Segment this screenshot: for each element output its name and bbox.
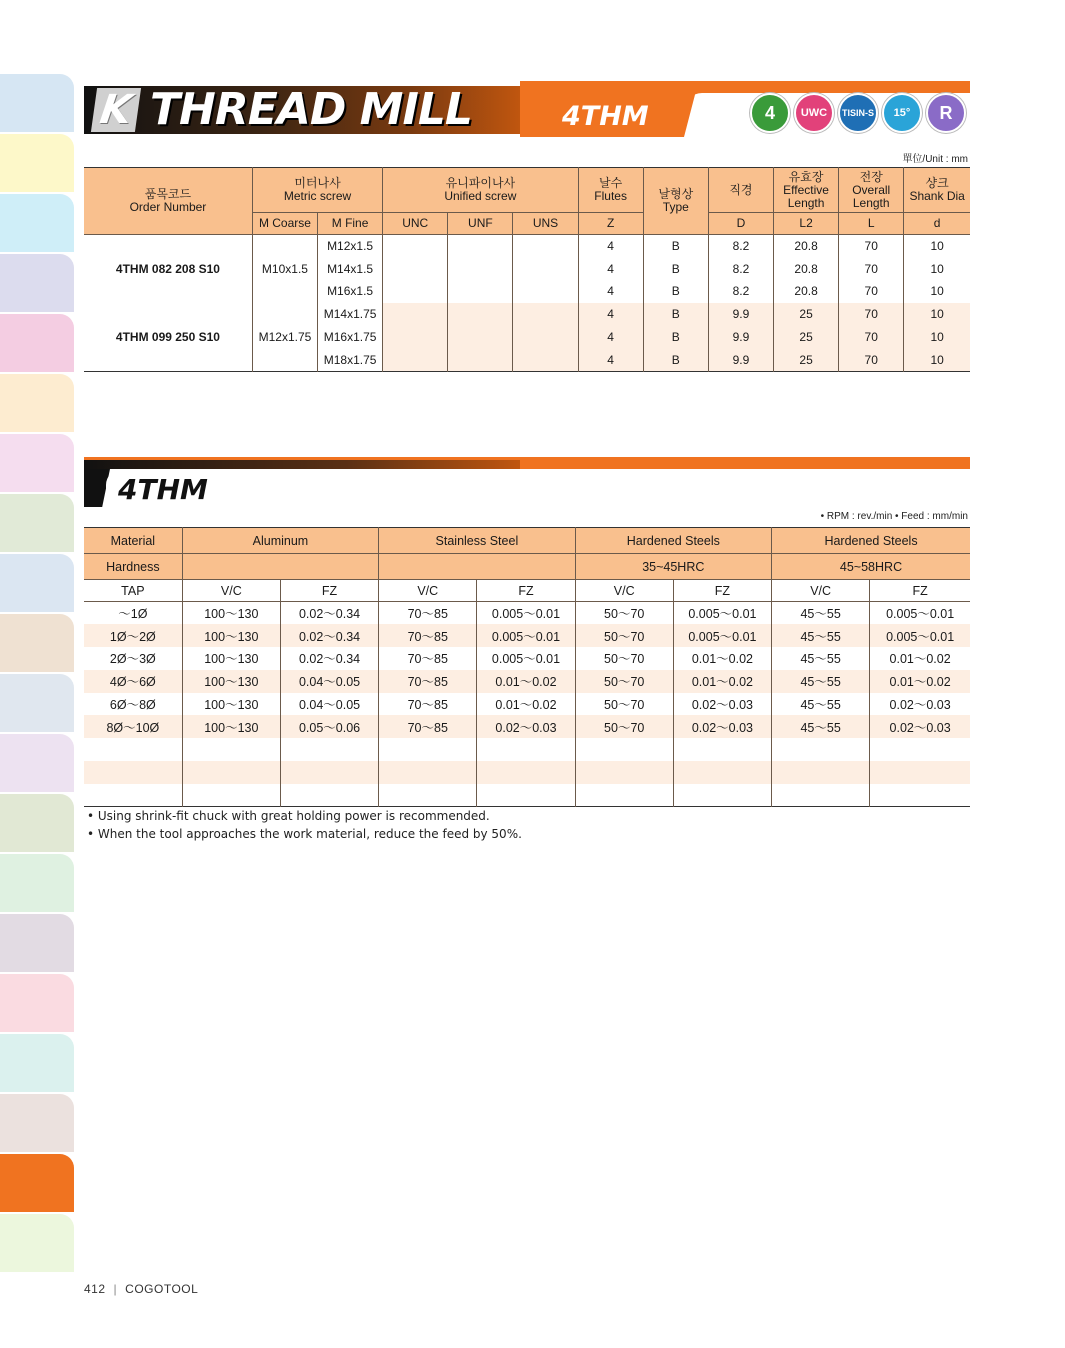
type-value: B bbox=[643, 348, 708, 371]
type-value: B bbox=[643, 280, 708, 303]
notes bbox=[87, 807, 522, 843]
uns-value bbox=[513, 326, 578, 349]
vc-aluminum: 100～130 bbox=[182, 647, 280, 670]
side-tab[interactable] bbox=[0, 374, 74, 432]
side-tab[interactable] bbox=[0, 314, 74, 372]
flutes-value: 4 bbox=[578, 348, 643, 371]
vc-stainless bbox=[379, 738, 477, 761]
order-number: 4THM 099 250 S10 bbox=[84, 303, 252, 371]
diameter-header bbox=[708, 168, 773, 213]
side-tab[interactable] bbox=[0, 854, 74, 912]
side-tab[interactable] bbox=[0, 674, 74, 732]
vc-stainless: 70～85 bbox=[379, 647, 477, 670]
fz-hardened-1: 0.005～0.01 bbox=[673, 602, 771, 625]
vc-hardened-2 bbox=[772, 738, 870, 761]
material-hardened-2: Hardened Steels bbox=[772, 528, 970, 554]
header-ko: 유효장 bbox=[788, 169, 824, 184]
header-en: Overall bbox=[852, 182, 891, 197]
side-tab[interactable] bbox=[0, 734, 74, 792]
side-tab[interactable] bbox=[0, 974, 74, 1032]
flutes-value: 4 bbox=[578, 235, 643, 258]
uns-value bbox=[513, 257, 578, 280]
header-ko: 전장 bbox=[859, 169, 883, 184]
m-fine-value: M16x1.5 bbox=[318, 280, 383, 303]
effective-length-value: 20.8 bbox=[774, 235, 839, 258]
fz-hardened-2: 0.01～0.02 bbox=[870, 670, 970, 693]
header-ko: 샹크 bbox=[925, 176, 949, 190]
side-tab[interactable] bbox=[0, 1034, 74, 1092]
fz-hardened-1 bbox=[673, 784, 771, 807]
type-value: B bbox=[643, 326, 708, 349]
shank-dia-value: 10 bbox=[904, 326, 970, 349]
unf-value bbox=[448, 280, 513, 303]
k-logo-badge: K bbox=[91, 88, 141, 132]
side-tab[interactable] bbox=[0, 914, 74, 972]
uwc-icon: UWC bbox=[794, 93, 834, 133]
m-fine-value: M14x1.75 bbox=[318, 303, 383, 326]
fz-stainless: 0.005～0.01 bbox=[477, 602, 575, 625]
cutting-conditions-table bbox=[84, 527, 970, 807]
shank-dia-value: 10 bbox=[904, 280, 970, 303]
side-tab[interactable] bbox=[0, 554, 74, 612]
type-value: B bbox=[643, 257, 708, 280]
vc-hardened-1: 50～70 bbox=[575, 647, 673, 670]
fz-hardened-2 bbox=[870, 784, 970, 807]
effective-length-value: 25 bbox=[774, 303, 839, 326]
vc-header: V/C bbox=[182, 580, 280, 602]
unf-value bbox=[448, 235, 513, 258]
fz-stainless bbox=[477, 784, 575, 807]
section-dark-bar bbox=[84, 460, 520, 469]
vc-stainless: 70～85 bbox=[379, 624, 477, 647]
material-stainless: Stainless Steel bbox=[379, 528, 575, 554]
fz-hardened-1 bbox=[673, 761, 771, 784]
vc-stainless: 70～85 bbox=[379, 715, 477, 738]
vc-hardened-1 bbox=[575, 761, 673, 784]
section-title: 4THM bbox=[118, 473, 208, 506]
fz-aluminum: 0.05～0.06 bbox=[280, 715, 378, 738]
title-banner bbox=[84, 81, 970, 137]
fz-stainless: 0.005～0.01 bbox=[477, 647, 575, 670]
side-tab[interactable] bbox=[0, 434, 74, 492]
overall-length-value: 70 bbox=[839, 280, 904, 303]
unc-value bbox=[383, 303, 448, 326]
r-rotation-icon: R bbox=[926, 93, 966, 133]
type-value: B bbox=[643, 235, 708, 258]
type-header bbox=[643, 168, 708, 235]
note-line: • Using shrink-fit chuck with great holding power is recommended. bbox=[87, 809, 490, 823]
vc-stainless bbox=[379, 761, 477, 784]
header-ko: 날형상 bbox=[658, 187, 694, 201]
table-row bbox=[84, 235, 970, 258]
side-tab[interactable] bbox=[0, 254, 74, 312]
tap-size: ～1Ø bbox=[118, 607, 148, 622]
side-tab[interactable] bbox=[0, 614, 74, 672]
diameter-value: 9.9 bbox=[708, 326, 773, 349]
header-ko: 날수 bbox=[599, 176, 623, 190]
tap-size: 2Ø～3Ø bbox=[109, 652, 156, 667]
note-line: • When the tool approaches the work material, reduce the feed by 50%. bbox=[87, 827, 522, 841]
flutes-value: 4 bbox=[578, 303, 643, 326]
header-ko: 직경 bbox=[729, 182, 753, 197]
header-en: Length bbox=[852, 195, 890, 210]
fz-hardened-2 bbox=[870, 761, 970, 784]
table-row bbox=[84, 693, 970, 716]
table-row bbox=[84, 784, 970, 807]
flutes-4-icon: 4 bbox=[750, 93, 790, 133]
vc-aluminum: 100～130 bbox=[182, 715, 280, 738]
vc-aluminum: 100～130 bbox=[182, 624, 280, 647]
fz-aluminum bbox=[280, 784, 378, 807]
vc-hardened-2: 45～55 bbox=[772, 624, 870, 647]
header-en: Order Number bbox=[129, 200, 207, 214]
footer-separator: | bbox=[113, 1282, 118, 1296]
vc-header: V/C bbox=[379, 580, 477, 602]
shank-dia-value: 10 bbox=[904, 348, 970, 371]
side-tab-strip bbox=[0, 74, 74, 1274]
model-name: 4THM bbox=[562, 101, 649, 132]
hardness-hardened-2: 45~58HRC bbox=[772, 554, 970, 580]
table-row bbox=[84, 738, 970, 761]
product-table bbox=[84, 167, 970, 372]
hardness-hardened-1: 35~45HRC bbox=[575, 554, 771, 580]
order-number-header bbox=[84, 168, 252, 235]
unc-value bbox=[383, 235, 448, 258]
flutes-header bbox=[578, 168, 643, 213]
vc-hardened-2 bbox=[772, 761, 870, 784]
brand-name: COGOTOOL bbox=[125, 1282, 199, 1296]
overall-length-value: 70 bbox=[839, 348, 904, 371]
fz-stainless: 0.02～0.03 bbox=[477, 715, 575, 738]
header-ko: 품목코드 bbox=[144, 187, 192, 201]
fz-hardened-1: 0.01～0.02 bbox=[673, 647, 771, 670]
vc-stainless: 70～85 bbox=[379, 602, 477, 625]
fz-stainless: 0.005～0.01 bbox=[477, 624, 575, 647]
vc-aluminum bbox=[182, 738, 280, 761]
table-row bbox=[84, 647, 970, 670]
fz-hardened-2: 0.005～0.01 bbox=[870, 624, 970, 647]
tap-size: 6Ø～8Ø bbox=[109, 698, 156, 713]
diameter-value: 8.2 bbox=[708, 257, 773, 280]
vc-aluminum: 100～130 bbox=[182, 670, 280, 693]
vc-hardened-2: 45～55 bbox=[772, 602, 870, 625]
uns-value bbox=[513, 303, 578, 326]
vc-aluminum: 100～130 bbox=[182, 602, 280, 625]
effective-length-value: 25 bbox=[774, 326, 839, 349]
side-tab[interactable] bbox=[0, 794, 74, 852]
tap-size: 1Ø～2Ø bbox=[84, 624, 182, 647]
overall-length-value: 70 bbox=[839, 235, 904, 258]
header-en: Metric screw bbox=[283, 189, 352, 203]
vc-header: V/C bbox=[575, 580, 673, 602]
unf-value bbox=[448, 326, 513, 349]
header-en: Length bbox=[787, 195, 825, 210]
fz-hardened-2: 0.02～0.03 bbox=[870, 715, 970, 738]
overall-length-value: 70 bbox=[839, 257, 904, 280]
tap-size: 8Ø～10Ø bbox=[84, 715, 182, 738]
side-tab[interactable] bbox=[0, 194, 74, 252]
tisin-s-coating-icon: TISIN-S bbox=[838, 93, 878, 133]
effective-length-value: 20.8 bbox=[774, 257, 839, 280]
tap-header: TAP bbox=[84, 580, 182, 602]
page-number: 412 bbox=[84, 1282, 106, 1296]
m-coarse-value: M12x1.75 bbox=[252, 303, 317, 371]
metric-screw-header bbox=[252, 168, 382, 213]
shank-d-header: d bbox=[904, 213, 970, 235]
fz-hardened-2: 0.005～0.01 bbox=[870, 602, 970, 625]
fz-aluminum bbox=[280, 738, 378, 761]
fz-header: FZ bbox=[870, 580, 970, 602]
unf-value bbox=[448, 257, 513, 280]
l2-header: L2 bbox=[774, 213, 839, 235]
material-label: Material bbox=[84, 528, 182, 554]
header-en: Unified screw bbox=[444, 189, 517, 203]
vc-stainless: 70～85 bbox=[379, 693, 477, 716]
unc-value bbox=[383, 348, 448, 371]
m-coarse-value: M10x1.5 bbox=[252, 235, 317, 303]
overall-length-value: 70 bbox=[839, 303, 904, 326]
m-coarse-header: M Coarse bbox=[252, 213, 317, 235]
m-fine-value: M12x1.5 bbox=[318, 235, 383, 258]
fz-aluminum bbox=[280, 761, 378, 784]
table-row bbox=[84, 602, 970, 625]
hardness-label: Hardness bbox=[84, 554, 182, 580]
tap-size bbox=[84, 761, 182, 784]
fz-aluminum: 0.02～0.34 bbox=[280, 647, 378, 670]
fz-header: FZ bbox=[477, 580, 575, 602]
vc-hardened-1 bbox=[575, 784, 673, 807]
vc-hardened-2: 45～55 bbox=[772, 715, 870, 738]
fz-hardened-1: 0.02～0.03 bbox=[673, 693, 771, 716]
unified-screw-header bbox=[383, 168, 578, 213]
unf-header: UNF bbox=[448, 213, 513, 235]
vc-aluminum: 100～130 bbox=[182, 693, 280, 716]
fz-header: FZ bbox=[673, 580, 771, 602]
overall-length-header bbox=[839, 168, 904, 213]
fz-hardened-1: 0.01～0.02 bbox=[673, 670, 771, 693]
diameter-value: 8.2 bbox=[708, 235, 773, 258]
rpm-feed-note: • RPM : rev./min • Feed : mm/min bbox=[820, 511, 968, 522]
section-banner bbox=[84, 457, 970, 507]
fz-stainless: 0.01～0.02 bbox=[477, 670, 575, 693]
header-en: Effective bbox=[783, 182, 829, 197]
vc-aluminum bbox=[182, 784, 280, 807]
side-tab[interactable] bbox=[0, 74, 74, 132]
effective-length-header bbox=[774, 168, 839, 213]
fz-aluminum: 0.02～0.34 bbox=[280, 602, 378, 625]
tap-size bbox=[84, 784, 182, 807]
flutes-value: 4 bbox=[578, 280, 643, 303]
unf-value bbox=[448, 303, 513, 326]
unc-value bbox=[383, 257, 448, 280]
vc-hardened-1: 50～70 bbox=[575, 602, 673, 625]
vc-aluminum bbox=[182, 761, 280, 784]
fz-aluminum: 0.02～0.34 bbox=[280, 624, 378, 647]
fz-hardened-1 bbox=[673, 738, 771, 761]
shank-dia-value: 10 bbox=[904, 257, 970, 280]
uns-value bbox=[513, 348, 578, 371]
fz-hardened-2: 0.01～0.02 bbox=[870, 647, 970, 670]
material-aluminum: Aluminum bbox=[182, 528, 378, 554]
vc-hardened-2 bbox=[772, 784, 870, 807]
vc-hardened-2: 45～55 bbox=[772, 647, 870, 670]
vc-hardened-1: 50～70 bbox=[575, 715, 673, 738]
side-tab[interactable] bbox=[0, 1154, 74, 1212]
side-tab[interactable] bbox=[0, 1094, 74, 1152]
vc-hardened-2: 45～55 bbox=[772, 670, 870, 693]
vc-stainless bbox=[379, 784, 477, 807]
uns-value bbox=[513, 235, 578, 258]
flutes-value: 4 bbox=[578, 257, 643, 280]
fz-hardened-1: 0.02～0.03 bbox=[673, 715, 771, 738]
header-en: Type bbox=[662, 200, 689, 214]
diameter-value: 8.2 bbox=[708, 280, 773, 303]
helix-15-icon: 15° bbox=[882, 93, 922, 133]
effective-length-value: 20.8 bbox=[774, 280, 839, 303]
shank-dia-header bbox=[904, 168, 970, 213]
vc-hardened-1 bbox=[575, 738, 673, 761]
hardness-stainless bbox=[379, 554, 575, 580]
vc-hardened-1: 50～70 bbox=[575, 624, 673, 647]
uns-value bbox=[513, 280, 578, 303]
fz-stainless bbox=[477, 738, 575, 761]
flutes-value: 4 bbox=[578, 326, 643, 349]
vc-hardened-1: 50～70 bbox=[575, 693, 673, 716]
fz-hardened-2 bbox=[870, 738, 970, 761]
z-header: Z bbox=[578, 213, 643, 235]
table-row bbox=[84, 761, 970, 784]
fz-aluminum: 0.04～0.05 bbox=[280, 670, 378, 693]
table-row bbox=[84, 715, 970, 738]
unf-value bbox=[448, 348, 513, 371]
m-fine-value: M14x1.5 bbox=[318, 257, 383, 280]
feature-icons bbox=[750, 93, 966, 133]
unc-value bbox=[383, 326, 448, 349]
uns-header: UNS bbox=[513, 213, 578, 235]
tap-size: 4Ø～6Ø bbox=[84, 670, 182, 693]
diameter-value: 9.9 bbox=[708, 348, 773, 371]
diameter-value: 9.9 bbox=[708, 303, 773, 326]
page-title: THREAD MILL bbox=[150, 84, 472, 135]
fz-stainless: 0.01～0.02 bbox=[477, 693, 575, 716]
side-tab[interactable] bbox=[0, 494, 74, 552]
m-fine-value: M16x1.75 bbox=[318, 326, 383, 349]
hardness-aluminum bbox=[182, 554, 378, 580]
fz-aluminum: 0.04～0.05 bbox=[280, 693, 378, 716]
fz-header: FZ bbox=[280, 580, 378, 602]
effective-length-value: 25 bbox=[774, 348, 839, 371]
unc-header: UNC bbox=[383, 213, 448, 235]
header-ko: 미터나사 bbox=[294, 176, 341, 190]
fz-hardened-1: 0.005～0.01 bbox=[673, 624, 771, 647]
side-tab[interactable] bbox=[0, 134, 74, 192]
unit-note: 單位/Unit : mm bbox=[902, 154, 968, 165]
vc-hardened-2: 45～55 bbox=[772, 693, 870, 716]
shank-dia-value: 10 bbox=[904, 235, 970, 258]
table-row bbox=[84, 670, 970, 693]
tap-size bbox=[84, 738, 182, 761]
side-tab[interactable] bbox=[0, 1214, 74, 1272]
unc-value bbox=[383, 280, 448, 303]
fz-hardened-2: 0.02～0.03 bbox=[870, 693, 970, 716]
fz-stainless bbox=[477, 761, 575, 784]
order-number: 4THM 082 208 S10 bbox=[115, 261, 220, 276]
page-footer bbox=[84, 1282, 198, 1296]
m-fine-header: M Fine bbox=[318, 213, 383, 235]
vc-hardened-1: 50～70 bbox=[575, 670, 673, 693]
table-row bbox=[84, 303, 970, 326]
vc-header: V/C bbox=[772, 580, 870, 602]
vc-stainless: 70～85 bbox=[379, 670, 477, 693]
table-row bbox=[84, 624, 970, 647]
m-fine-value: M18x1.75 bbox=[318, 348, 383, 371]
header-en: Shank Dia bbox=[909, 189, 965, 203]
header-en: Flutes bbox=[594, 189, 627, 203]
material-hardened-1: Hardened Steels bbox=[575, 528, 771, 554]
d-header: D bbox=[708, 213, 773, 235]
type-value: B bbox=[643, 303, 708, 326]
overall-length-value: 70 bbox=[839, 326, 904, 349]
shank-dia-value: 10 bbox=[904, 303, 970, 326]
l-header: L bbox=[839, 213, 904, 235]
header-ko: 유니파이나사 bbox=[445, 176, 516, 190]
